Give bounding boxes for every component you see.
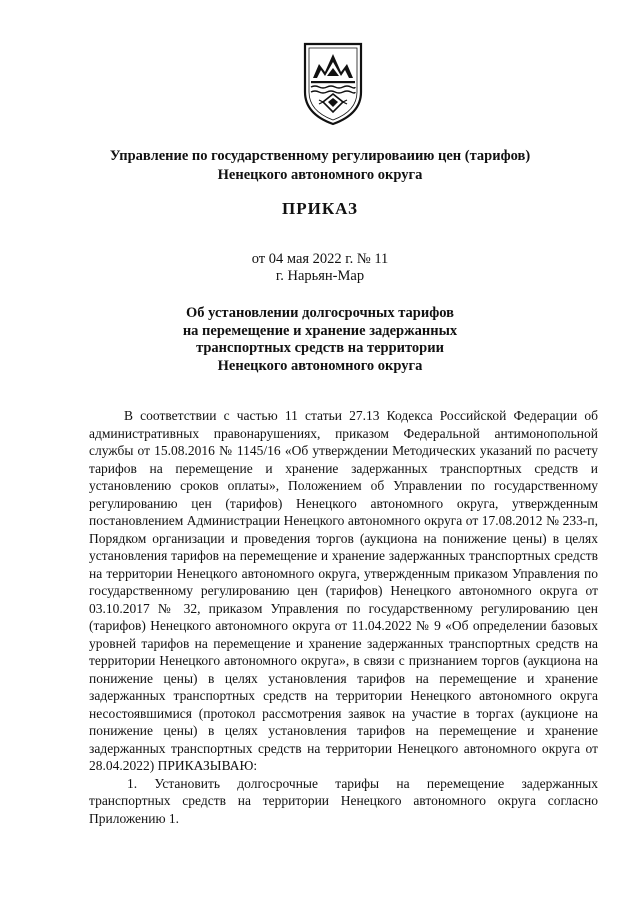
document-body (89, 407, 598, 827)
preamble-paragraph: В соответствии с частью 11 статьи 27.13 Кодекса Российской Федерации об административных правонарушениях, приказом Федеральной антимонопольной службы от 15.08.2016 № 1145/16 «Об утверждении Методических указаний по расчету тарифов на перемещение и хранение задержанных транспортных средств и установлению сроков оплаты», Положением об Управлении по государственному регулированию цен (тарифов) Ненецкого автономного округа, утвержденным постановлением Администрации Ненецкого автономного округа от 17.08.2012 № 233-п, Порядком организации и проведения торгов (аукциона на понижение цены) в целях установления тарифов на перемещение и хранение задержанных транспортных средств на территории Ненецкого автономного округа, утвержденным приказом Управления по государственному регулированию цен (тарифов) Ненецкого автономного округа от 03.10.2017 № 32, приказом Управления по государственному регулированию цен (тарифов) Ненецкого автономного округа от 11.04.2022 № 9 «Об определении базовых уровней тарифов на перемещение и хранение задержанных транспортных средств на территории Ненецкого автономного округа», в связи с признанием торгов (аукциона на понижение цены) в целях установления тарифов на перемещение и хранение задержанных транспортных средств на территории Ненецкого автономного округа несостоявшимися (протокол рассмотрения заявок на участие в торгах (аукционе на понижение цены) в целях установления тарифов на перемещение и хранение задержанных транспортных средств на территории Ненецкого автономного округа от 28.04.2022) ПРИКАЗЫВАЮ: (89, 408, 598, 773)
subject-line-2: на перемещение и хранение задержанных (182, 322, 458, 339)
organization-name-line-1: Управление по государственному регулироваиию цен (тарифов) (109, 148, 531, 164)
subject-line-1: Об установлении долгосрочных тарифов (186, 305, 454, 321)
coat-of-arms-emblem (297, 40, 369, 126)
subject-line-4: Ненецкого автономного округа (217, 357, 423, 374)
document-date: от 04 мая 2022 г. № 11 (251, 251, 389, 267)
document-type-title: ПРИКАЗ (282, 199, 358, 218)
subject-line-3: транспортных средств на территории (196, 340, 444, 356)
document-date-block (0, 251, 640, 285)
document-place: г. Нарьян-Мар (275, 268, 365, 284)
organization-name (0, 147, 640, 185)
organization-name-line-2: Ненецкого автономного округа (217, 167, 423, 183)
document-subject (0, 305, 640, 375)
order-item-1: 1. Установить долгосрочные тарифы на перемещение задержанных транспортных средств на территории Ненецкого автономного округа согласно Приложению 1. (89, 775, 598, 826)
